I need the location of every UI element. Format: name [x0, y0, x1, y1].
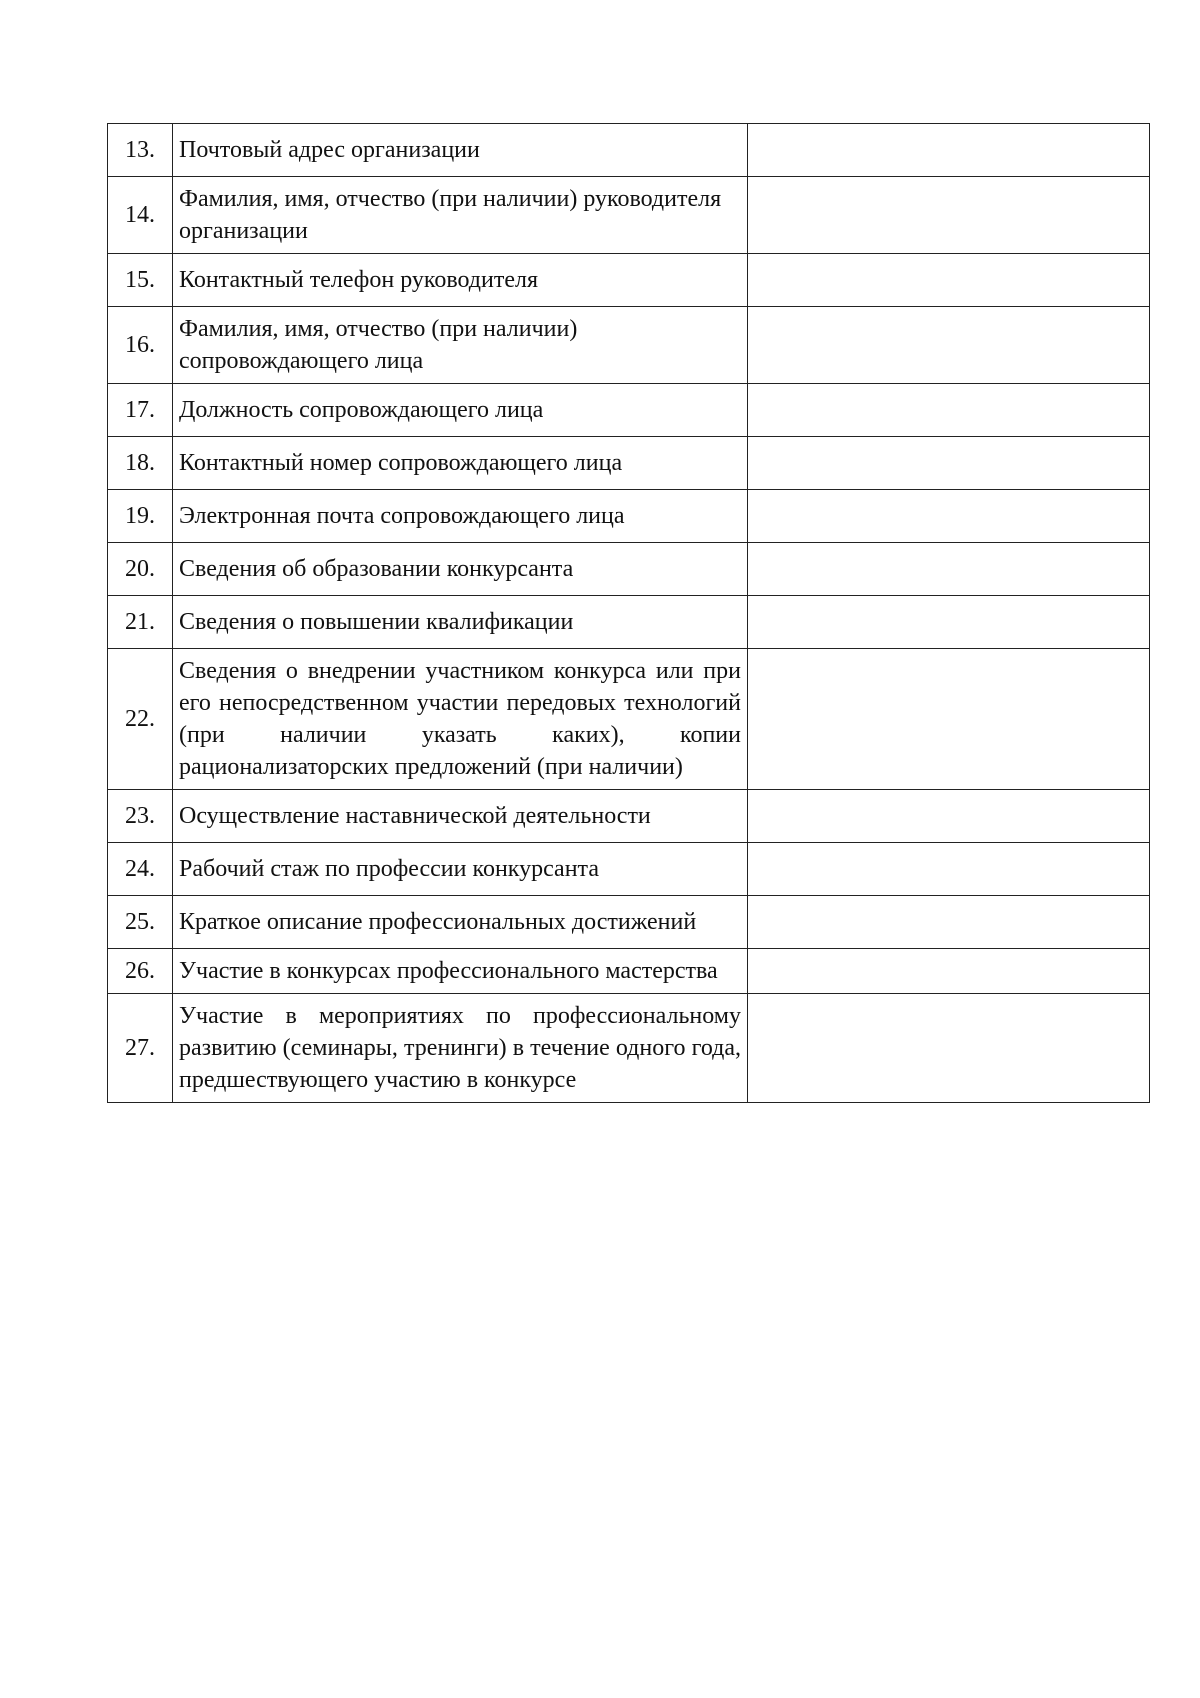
table-row	[108, 307, 1150, 384]
row-value-cell[interactable]	[748, 649, 1150, 790]
row-label: Сведения о повышении квалификации	[173, 596, 748, 649]
form-sheet	[107, 123, 1150, 1103]
row-label: Участие в мероприятиях по профессиональному развитию (семинары, тренинги) в течение одного года, предшествующего участию в конкурсе	[173, 994, 748, 1103]
row-value-cell[interactable]	[748, 949, 1150, 994]
row-value-cell[interactable]	[748, 490, 1150, 543]
row-number: 25.	[108, 896, 173, 949]
row-value-cell[interactable]	[748, 307, 1150, 384]
row-value-cell[interactable]	[748, 437, 1150, 490]
row-label: Должность сопровождающего лица	[173, 384, 748, 437]
row-value-cell[interactable]	[748, 896, 1150, 949]
row-label: Почтовый адрес организации	[173, 124, 748, 177]
row-label: Сведения о внедрении участником конкурса или при его непосредственном участии передовых технологий (при наличии указать каких), копии рационализаторских предложений (при наличии)	[173, 649, 748, 790]
row-label: Фамилия, имя, отчество (при наличии) руководителя организации	[173, 177, 748, 254]
row-number: 17.	[108, 384, 173, 437]
row-number: 27.	[108, 994, 173, 1103]
row-label: Контактный номер сопровождающего лица	[173, 437, 748, 490]
table-row	[108, 896, 1150, 949]
row-label: Сведения об образовании конкурсанта	[173, 543, 748, 596]
table-row	[108, 384, 1150, 437]
row-value-cell[interactable]	[748, 177, 1150, 254]
table-row	[108, 994, 1150, 1103]
row-number: 14.	[108, 177, 173, 254]
table-row	[108, 649, 1150, 790]
row-value-cell[interactable]	[748, 124, 1150, 177]
row-label: Участие в конкурсах профессионального мастерства	[173, 949, 748, 994]
row-label: Рабочий стаж по профессии конкурсанта	[173, 843, 748, 896]
row-value-cell[interactable]	[748, 384, 1150, 437]
table-row	[108, 177, 1150, 254]
row-label: Краткое описание профессиональных достижений	[173, 896, 748, 949]
row-number: 16.	[108, 307, 173, 384]
row-number: 23.	[108, 790, 173, 843]
row-number: 26.	[108, 949, 173, 994]
row-value-cell[interactable]	[748, 790, 1150, 843]
row-number: 21.	[108, 596, 173, 649]
table-row	[108, 596, 1150, 649]
row-number: 20.	[108, 543, 173, 596]
row-label: Контактный телефон руководителя	[173, 254, 748, 307]
row-value-cell[interactable]	[748, 543, 1150, 596]
table-row	[108, 790, 1150, 843]
table-row	[108, 843, 1150, 896]
table-row	[108, 949, 1150, 994]
participant-info-table	[107, 123, 1150, 1103]
table-row	[108, 543, 1150, 596]
row-number: 13.	[108, 124, 173, 177]
row-number: 22.	[108, 649, 173, 790]
row-value-cell[interactable]	[748, 596, 1150, 649]
row-number: 19.	[108, 490, 173, 543]
table-row	[108, 124, 1150, 177]
table-row	[108, 490, 1150, 543]
row-label: Электронная почта сопровождающего лица	[173, 490, 748, 543]
table-row	[108, 437, 1150, 490]
row-value-cell[interactable]	[748, 994, 1150, 1103]
row-value-cell[interactable]	[748, 843, 1150, 896]
row-label: Осуществление наставнической деятельности	[173, 790, 748, 843]
row-number: 24.	[108, 843, 173, 896]
row-value-cell[interactable]	[748, 254, 1150, 307]
row-number: 18.	[108, 437, 173, 490]
row-number: 15.	[108, 254, 173, 307]
row-label: Фамилия, имя, отчество (при наличии) сопровождающего лица	[173, 307, 748, 384]
table-row	[108, 254, 1150, 307]
